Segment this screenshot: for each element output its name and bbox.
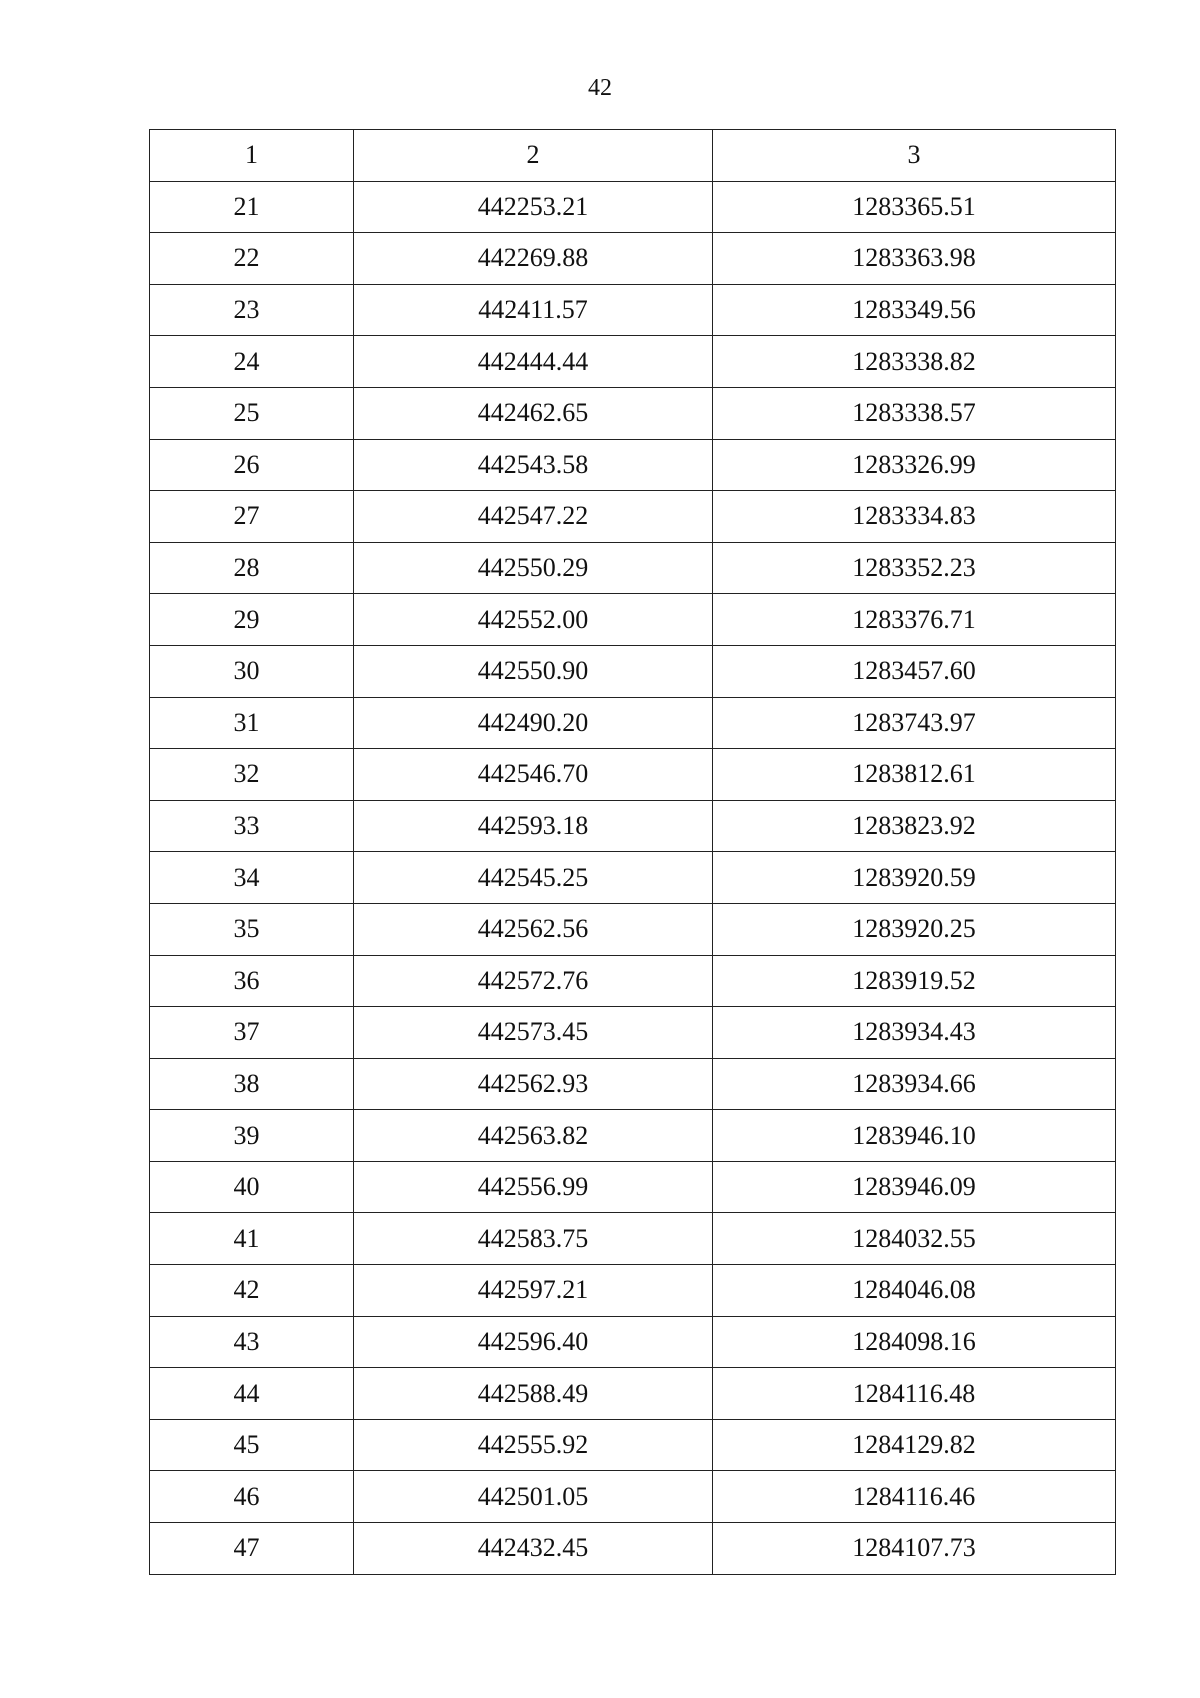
point-number-cell: 37 [150,1007,354,1059]
x-coordinate-cell: 442562.93 [354,1058,713,1110]
table-row [150,1110,1116,1162]
column-header-1: 1 [150,130,354,182]
x-coordinate-cell: 442411.57 [354,284,713,336]
x-coordinate-cell: 442269.88 [354,233,713,285]
table-row [150,1419,1116,1471]
table-row [150,800,1116,852]
table-row [150,697,1116,749]
x-coordinate-cell: 442583.75 [354,1213,713,1265]
y-coordinate-cell: 1283919.52 [713,955,1116,1007]
column-header-2: 2 [354,130,713,182]
point-number-cell: 36 [150,955,354,1007]
x-coordinate-cell: 442556.99 [354,1161,713,1213]
table-row [150,749,1116,801]
x-coordinate-cell: 442597.21 [354,1265,713,1317]
y-coordinate-cell: 1283349.56 [713,284,1116,336]
point-number-cell: 33 [150,800,354,852]
table-row [150,594,1116,646]
x-coordinate-cell: 442462.65 [354,387,713,439]
table-row [150,1007,1116,1059]
point-number-cell: 43 [150,1316,354,1368]
x-coordinate-cell: 442547.22 [354,491,713,543]
y-coordinate-cell: 1283946.09 [713,1161,1116,1213]
table-row [150,1058,1116,1110]
y-coordinate-cell: 1284107.73 [713,1523,1116,1575]
point-number-cell: 21 [150,181,354,233]
point-number-cell: 29 [150,594,354,646]
table-row [150,1213,1116,1265]
table-row [150,1265,1116,1317]
table-row [150,439,1116,491]
point-number-cell: 41 [150,1213,354,1265]
y-coordinate-cell: 1283920.59 [713,852,1116,904]
x-coordinate-cell: 442253.21 [354,181,713,233]
x-coordinate-cell: 442543.58 [354,439,713,491]
coordinates-table [149,129,1116,1575]
y-coordinate-cell: 1283457.60 [713,645,1116,697]
table-row [150,852,1116,904]
x-coordinate-cell: 442501.05 [354,1471,713,1523]
table-row [150,387,1116,439]
y-coordinate-cell: 1283920.25 [713,903,1116,955]
table-row [150,1523,1116,1575]
column-header-3: 3 [713,130,1116,182]
x-coordinate-cell: 442555.92 [354,1419,713,1471]
x-coordinate-cell: 442550.90 [354,645,713,697]
y-coordinate-cell: 1283823.92 [713,800,1116,852]
y-coordinate-cell: 1283352.23 [713,542,1116,594]
point-number-cell: 26 [150,439,354,491]
point-number-cell: 45 [150,1419,354,1471]
x-coordinate-cell: 442572.76 [354,955,713,1007]
y-coordinate-cell: 1283946.10 [713,1110,1116,1162]
table-row [150,284,1116,336]
table-row [150,1161,1116,1213]
point-number-cell: 35 [150,903,354,955]
point-number-cell: 34 [150,852,354,904]
point-number-cell: 40 [150,1161,354,1213]
table-row [150,233,1116,285]
point-number-cell: 24 [150,336,354,388]
point-number-cell: 23 [150,284,354,336]
x-coordinate-cell: 442596.40 [354,1316,713,1368]
point-number-cell: 30 [150,645,354,697]
table-header [150,130,1116,182]
x-coordinate-cell: 442552.00 [354,594,713,646]
x-coordinate-cell: 442432.45 [354,1523,713,1575]
y-coordinate-cell: 1284032.55 [713,1213,1116,1265]
y-coordinate-cell: 1283338.57 [713,387,1116,439]
point-number-cell: 44 [150,1368,354,1420]
point-number-cell: 42 [150,1265,354,1317]
point-number-cell: 28 [150,542,354,594]
y-coordinate-cell: 1283326.99 [713,439,1116,491]
y-coordinate-cell: 1284116.46 [713,1471,1116,1523]
x-coordinate-cell: 442490.20 [354,697,713,749]
y-coordinate-cell: 1283934.43 [713,1007,1116,1059]
table-row [150,542,1116,594]
y-coordinate-cell: 1284129.82 [713,1419,1116,1471]
y-coordinate-cell: 1283743.97 [713,697,1116,749]
header-row [150,130,1116,182]
y-coordinate-cell: 1283812.61 [713,749,1116,801]
x-coordinate-cell: 442588.49 [354,1368,713,1420]
point-number-cell: 22 [150,233,354,285]
y-coordinate-cell: 1284046.08 [713,1265,1116,1317]
table-row [150,181,1116,233]
y-coordinate-cell: 1284116.48 [713,1368,1116,1420]
table-row [150,1471,1116,1523]
table-body [150,181,1116,1574]
page-number: 42 [588,75,612,101]
table-row [150,903,1116,955]
x-coordinate-cell: 442545.25 [354,852,713,904]
y-coordinate-cell: 1283338.82 [713,336,1116,388]
x-coordinate-cell: 442563.82 [354,1110,713,1162]
x-coordinate-cell: 442593.18 [354,800,713,852]
y-coordinate-cell: 1283376.71 [713,594,1116,646]
point-number-cell: 25 [150,387,354,439]
x-coordinate-cell: 442444.44 [354,336,713,388]
point-number-cell: 38 [150,1058,354,1110]
table-row [150,955,1116,1007]
x-coordinate-cell: 442550.29 [354,542,713,594]
y-coordinate-cell: 1283363.98 [713,233,1116,285]
table-row [150,336,1116,388]
point-number-cell: 47 [150,1523,354,1575]
point-number-cell: 31 [150,697,354,749]
table-row [150,491,1116,543]
y-coordinate-cell: 1283334.83 [713,491,1116,543]
table-row [150,1316,1116,1368]
point-number-cell: 39 [150,1110,354,1162]
point-number-cell: 32 [150,749,354,801]
x-coordinate-cell: 442546.70 [354,749,713,801]
point-number-cell: 46 [150,1471,354,1523]
y-coordinate-cell: 1283365.51 [713,181,1116,233]
table-row [150,1368,1116,1420]
y-coordinate-cell: 1284098.16 [713,1316,1116,1368]
point-number-cell: 27 [150,491,354,543]
x-coordinate-cell: 442562.56 [354,903,713,955]
y-coordinate-cell: 1283934.66 [713,1058,1116,1110]
x-coordinate-cell: 442573.45 [354,1007,713,1059]
table-row [150,645,1116,697]
